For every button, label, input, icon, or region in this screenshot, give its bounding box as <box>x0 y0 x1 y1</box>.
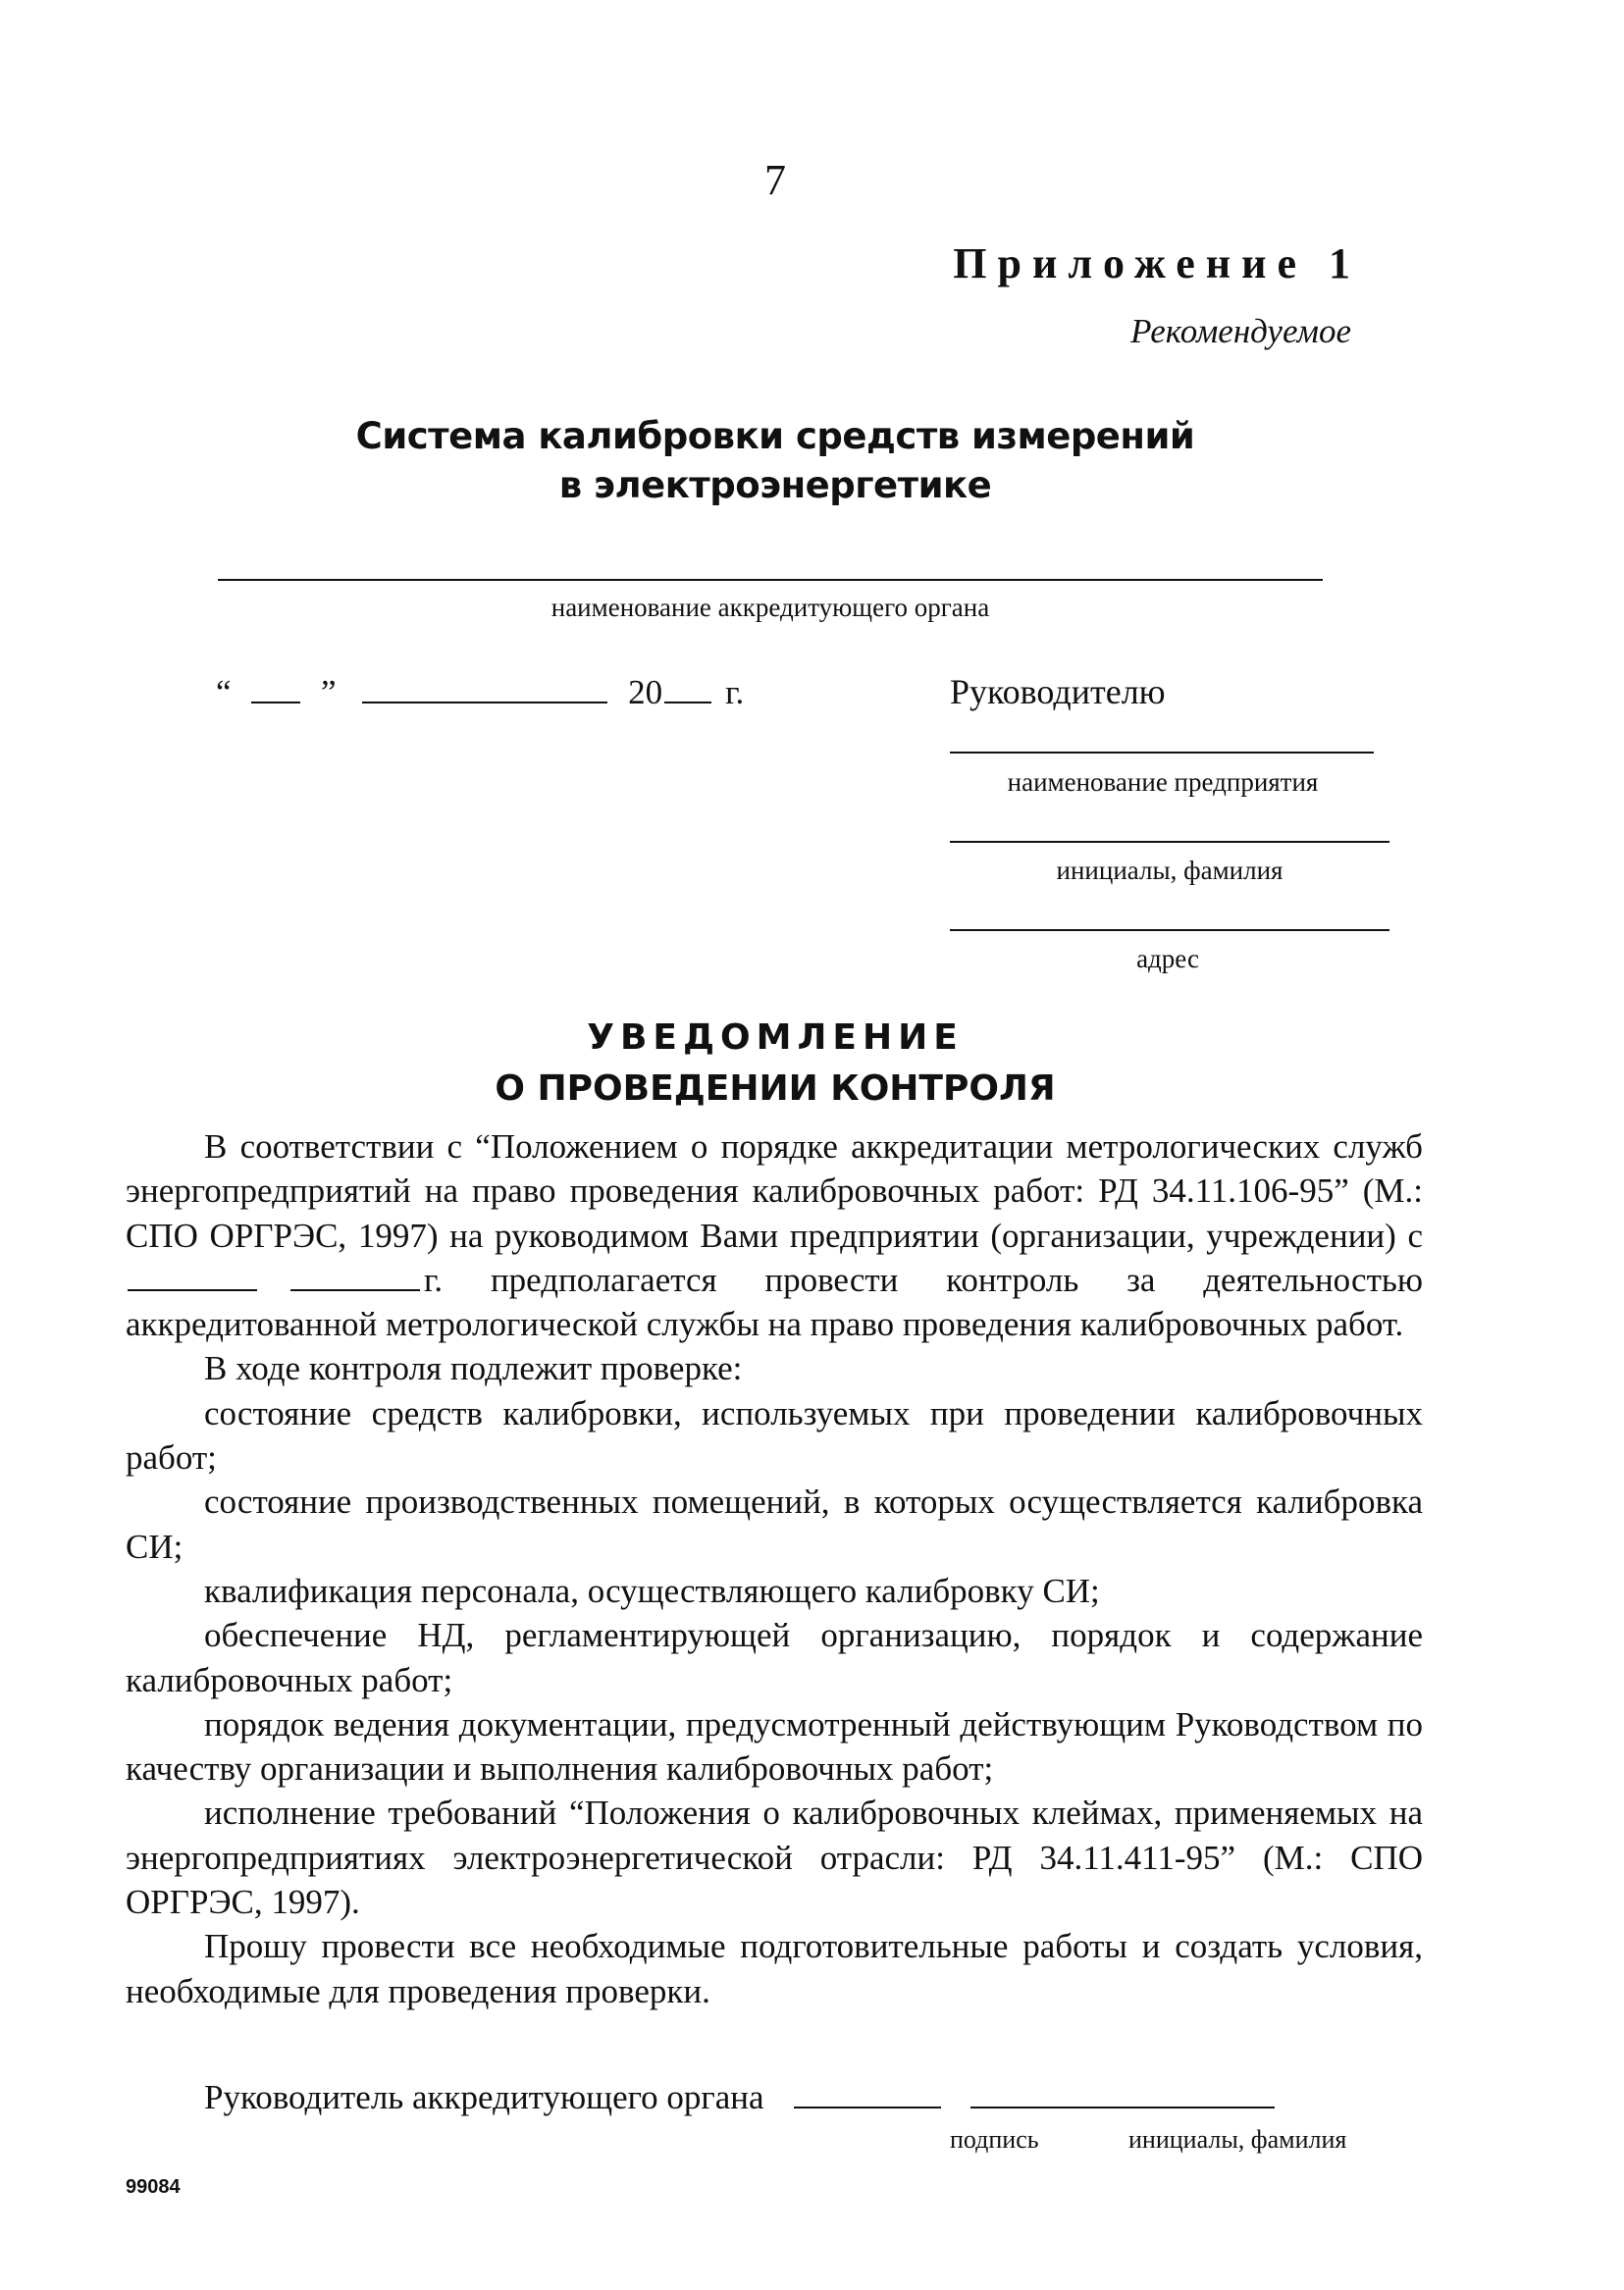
appendix-status: Рекомендуемое <box>1130 312 1351 350</box>
address-line <box>950 929 1389 931</box>
check-item: обеспечение НД, регламентирующей организацию, порядок и содержание калибровочных работ; <box>126 1616 1423 1699</box>
intro-paragraph <box>126 1124 1423 1346</box>
intro-text-b: г. предполагается провести контроль за деятельностью аккредитованной метрологической службы на право проведения калибровочных работ. <box>126 1260 1423 1344</box>
signature-row <box>204 2078 1275 2117</box>
check-item: состояние средств калибровки, используемых при проведении калибровочных работ; <box>126 1393 1423 1478</box>
head-name-blank <box>970 2079 1275 2108</box>
name-line <box>950 841 1389 843</box>
notice-title-line1: УВЕДОМЛЕНИЕ <box>587 1017 964 1058</box>
start-date-blank <box>128 1268 257 1291</box>
date-line <box>216 673 744 712</box>
addressee-title: Руководителю <box>950 672 1166 711</box>
head-label: Руководитель аккредитующего органа <box>204 2078 764 2116</box>
year-prefix: 20 <box>628 673 663 711</box>
system-title <box>0 412 1550 510</box>
year-blank <box>664 674 711 703</box>
name-label: инициалы, фамилия <box>1056 856 1283 885</box>
address-label: адрес <box>1136 944 1199 973</box>
check-item: состояние производственных помещений, в которых осуществляется калибровка СИ; <box>126 1483 1423 1566</box>
intro-text-a: В соответствии с “Положением о порядке аккредитации метрологических служб энергопредприятий на право проведения калибровочных работ: РД 34.11.106-95” (М.: СПО ОРГРЭС, 1997) на руководимом Вами предприятии (организации, учреждении) с <box>126 1127 1423 1255</box>
system-title-line2: в электроэнергетике <box>558 464 992 506</box>
system-title-line1: Система калибровки средств измерений <box>355 415 1195 457</box>
enterprise-line <box>950 752 1374 754</box>
request-paragraph: Прошу провести все необходимые подготовительные работы и создать условия, необходимые для проведения проверки. <box>126 1927 1423 2010</box>
signature-blank <box>794 2079 941 2108</box>
org-name-label: наименование аккредитующего органа <box>550 593 990 622</box>
notice-body <box>126 1124 1423 2013</box>
check-item: исполнение требований “Положения о калибровочных клеймах, применяемых на энергопредприятиях электроэнергетической отрасли: РД 34.11.411-95” (М.: СПО ОРГРЭС, 1997). <box>126 1794 1423 1922</box>
date-close-quote: ” <box>321 673 337 711</box>
day-blank <box>251 674 300 703</box>
year-suffix: г. <box>725 673 745 711</box>
appendix-title: Приложение 1 <box>953 239 1361 287</box>
check-item: порядок ведения документации, предусмотренный действующим Руководством по качеству организации и выполнения калибровочных работ; <box>126 1704 1423 1789</box>
notice-title <box>0 1013 1550 1115</box>
page-number: 7 <box>764 156 786 204</box>
head-name-label: инициалы, фамилия <box>1128 2125 1347 2154</box>
document-code: 99084 <box>126 2176 181 2198</box>
notice-title-line2: О ПРОВЕДЕНИИ КОНТРОЛЯ <box>495 1068 1056 1109</box>
check-intro: В ходе контроля подлежит проверке: <box>204 1349 743 1388</box>
org-name-line <box>218 579 1323 581</box>
date-open-quote: “ <box>216 673 232 711</box>
enterprise-label: наименование предприятия <box>1007 767 1319 797</box>
check-item: квалификация персонала, осуществляющего калибровку СИ; <box>204 1571 1100 1610</box>
month-blank <box>362 674 607 703</box>
signature-label: подпись <box>950 2125 1039 2154</box>
end-date-blank <box>290 1268 420 1291</box>
